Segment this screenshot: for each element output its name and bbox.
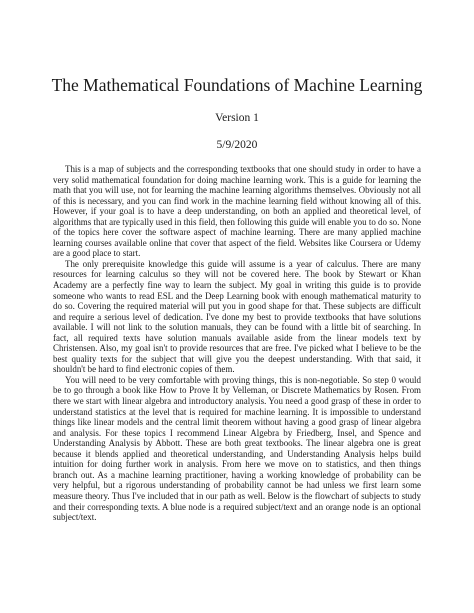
paragraph-intro: This is a map of subjects and the corresponding textbooks that one should study in order to have a very solid mathematical foundation for doing machine learning work. This is a guide for learning the math that you will use, not for learning the machine learning algorithms themselves. Obviously not all of this is necessary, and you can find work in the machine learning field without knowing all of this. However, if your goal is to have a deep understanding, on both an applied and theoretical level, of algorithms that are typically used in this field, then following this guide will enable you to do so. None of the topics here cover the software aspect of machine learning. There are many applied machine learning courses available online that cover that aspect of the field. Websites like Coursera or Udemy are a good place to start. (53, 164, 421, 259)
document-body (53, 164, 421, 523)
version-label: Version 1 (215, 112, 259, 124)
paragraph-study-path: You will need to be very comfortable with proving things, this is non-negotiable. So step 0 would be to go through a book like How to Prove It by Velleman, or Discrete Mathematics by Rosen. From there we start with linear algebra and introductory analysis. You need a good grasp of these in order to understand statistics at the level that is required for machine learning. It is impossible to understand things like linear models and the central limit theorem without having a good grasp of linear algebra and analysis. For these topics I recommend Linear Algebra by Friedberg, Insel, and Spence and Understanding Analysis by Abbott. These are both great textbooks. The linear algebra one is great because it blends applied and theoretical understanding, and Understanding Analysis helps build intuition for doing further work in analysis. From here we move on to statistics, and then things branch out. As a machine learning practitioner, having a working knowledge of probability can be very helpful, but a rigorous understanding of probability cannot be had unless we first learn some measure theory. Thus I've included that in our path as well. Below is the flowchart of subjects to study and their corresponding texts. A blue node is a required subject/text and an orange node is an optional subject/text. (53, 374, 421, 523)
document-title: The Mathematical Foundations of Machine Learning (51, 75, 423, 95)
paragraph-prerequisites: The only prerequisite knowledge this guide will assume is a year of calculus. There are many resources for learning calculus so they will not be covered here. The book by Stewart or Khan Academy are a perfectly fine way to learn the subject. My goal in writing this guide is to provide someone who wants to read ESL and the Deep Learning book with enough mathematical maturity to do so. Covering the required material will put you in good shape for that. These subjects are difficult and require a serious level of dedication. I've done my best to provide textbooks that have solutions available. I will not link to the solution manuals, they can be found with a little bit of searching. In fact, all required texts have solution manuals available aside from the linear models text by Christensen. Also, my goal isn't to provide resources that are free. I've picked what I believe to be the best quality texts for the subject that will give you the deepest understanding. With that said, it shouldn't be hard to find electronic copies of them. (53, 258, 421, 375)
document-date: 5/9/2020 (216, 139, 258, 151)
